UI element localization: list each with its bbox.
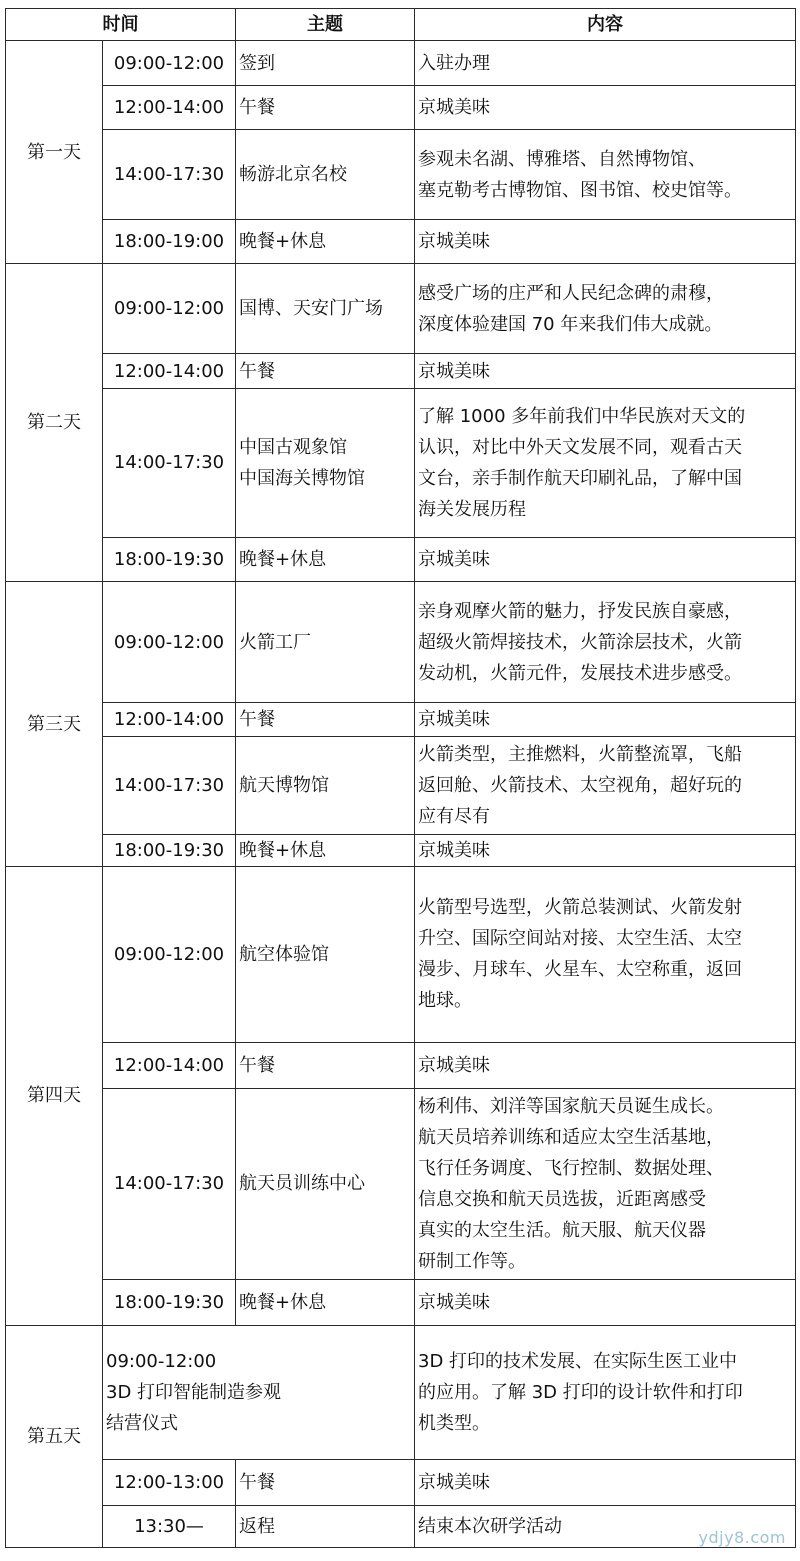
text-line: 京城美味 [418, 709, 490, 731]
topic-cell [236, 219, 415, 263]
text-line: 亲身观摩火箭的魅力，抒发民族自豪感， [418, 600, 742, 622]
schedule-row [6, 703, 796, 737]
topic-cell [236, 1460, 415, 1505]
text-line: 午餐 [239, 97, 275, 119]
content-cell [415, 41, 796, 86]
text-line: 认识，对比中外天文发展不同，观看古天 [418, 436, 742, 458]
text-line: 午餐 [239, 1472, 275, 1494]
text-line: 超级火箭焊接技术，火箭涂层技术，火箭 [418, 631, 742, 653]
time-cell: 12:00-14:00 [103, 354, 236, 388]
schedule-row [6, 1505, 796, 1547]
text-line: 京城美味 [418, 97, 490, 119]
text-line: 京城美味 [418, 1054, 490, 1076]
schedule-row [6, 264, 796, 354]
topic-cell [236, 1505, 415, 1547]
topic-cell [236, 538, 415, 582]
content-cell [415, 1460, 796, 1505]
schedule-row [6, 354, 796, 388]
text-line: 航天员训练中心 [239, 1173, 365, 1195]
day-label: 第三天 [6, 582, 103, 866]
topic-cell [236, 264, 415, 354]
text-line: 航天博物馆 [239, 774, 329, 796]
text-line: 航天员培养训练和适应太空生活基地， [418, 1126, 724, 1148]
text-line: 地球。 [418, 990, 472, 1012]
text-line: 发动机，火箭元件，发展技术进步感受。 [418, 662, 742, 684]
schedule-table [5, 8, 796, 1548]
day-label: 第一天 [6, 41, 103, 264]
text-line: 畅游北京名校 [239, 164, 347, 186]
text-line: 晚餐+休息 [239, 839, 327, 861]
topic-cell [236, 41, 415, 86]
schedule-body [6, 41, 796, 1548]
header-row [6, 9, 796, 41]
time-cell: 09:00-12:00 [103, 264, 236, 354]
topic-cell [236, 86, 415, 130]
time-cell: 18:00-19:00 [103, 219, 236, 263]
content-cell [415, 703, 796, 737]
text-line: 晚餐+休息 [239, 1291, 327, 1313]
content-cell [415, 219, 796, 263]
day-label: 第四天 [6, 866, 103, 1325]
content-cell [415, 130, 796, 219]
text-line: 的应用。了解 3D 打印的设计软件和打印 [418, 1382, 743, 1404]
schedule-row [6, 737, 796, 834]
content-cell [415, 86, 796, 130]
header-content: 内容 [415, 9, 796, 41]
schedule-row [6, 388, 796, 538]
text-line: 研制工作等。 [418, 1250, 526, 1272]
text-line: 参观未名湖、博雅塔、自然博物馆、 [418, 148, 706, 170]
topic-cell [236, 703, 415, 737]
schedule-row [6, 834, 796, 866]
text-line: 感受广场的庄严和人民纪念碑的肃穆， [418, 282, 724, 304]
schedule-row [6, 1460, 796, 1505]
text-line: 午餐 [239, 360, 275, 382]
topic-cell [236, 354, 415, 388]
topic-cell [236, 582, 415, 703]
content-cell [415, 264, 796, 354]
time-cell: 12:00-14:00 [103, 86, 236, 130]
text-line: 京城美味 [418, 360, 490, 382]
time-cell: 14:00-17:30 [103, 388, 236, 538]
text-line: 航空体验馆 [239, 943, 329, 965]
topic-cell [236, 737, 415, 834]
text-line: 3D 打印的技术发展、在实际生医工业中 [418, 1351, 738, 1373]
time-cell: 09:00-12:00 [103, 582, 236, 703]
header-topic: 主题 [236, 9, 415, 41]
content-cell [415, 1042, 796, 1088]
text-line: 晚餐+休息 [239, 230, 327, 252]
content-cell [415, 834, 796, 866]
text-line: 信息交换和航天员选拔，近距离感受 [418, 1188, 706, 1210]
text-line: 入驻办理 [418, 52, 490, 74]
text-line: 国博、天安门广场 [239, 298, 383, 320]
text-line: 杨利伟、刘洋等国家航天员诞生成长。 [418, 1095, 724, 1117]
schedule-row [6, 1325, 796, 1460]
topic-cell [236, 388, 415, 538]
schedule-row [6, 1279, 796, 1325]
text-line: 塞克勒考古博物馆、图书馆、校史馆等。 [418, 179, 742, 201]
topic-cell [236, 1088, 415, 1279]
content-cell [415, 1088, 796, 1279]
schedule-row [6, 582, 796, 703]
text-line: 京城美味 [418, 1472, 490, 1494]
content-cell [415, 1279, 796, 1325]
text-line: 签到 [239, 52, 275, 74]
schedule-row [6, 130, 796, 219]
text-line: 京城美味 [418, 1291, 490, 1313]
schedule-row [6, 1042, 796, 1088]
watermark: ydjy8.com [698, 1528, 786, 1547]
text-line: 火箭型号选型，火箭总装测试、火箭发射 [418, 897, 742, 919]
text-line: 真实的太空生活。航天服、航天仪器 [418, 1219, 706, 1241]
topic-cell [236, 1042, 415, 1088]
text-line: 午餐 [239, 709, 275, 731]
text-line: 午餐 [239, 1054, 275, 1076]
time-cell: 12:00-14:00 [103, 703, 236, 737]
text-line: 海关发展历程 [418, 498, 526, 520]
text-line: 3D 打印智能制造参观 [106, 1382, 282, 1404]
text-line: 京城美味 [418, 230, 490, 252]
text-line: 京城美味 [418, 839, 490, 861]
header-time: 时间 [6, 9, 236, 41]
topic-cell [236, 130, 415, 219]
text-line: 返回舱、火箭技术、太空视角，超好玩的 [418, 774, 742, 796]
text-line: 了解 1000 多年前我们中华民族对天文的 [418, 405, 746, 427]
content-cell [415, 354, 796, 388]
topic-cell [236, 834, 415, 866]
schedule-row [6, 41, 796, 86]
time-cell: 14:00-17:30 [103, 1088, 236, 1279]
text-line: 深度体验建国 70 年来我们伟大成就。 [418, 313, 723, 335]
text-line: 飞行任务调度、飞行控制、数据处理、 [418, 1157, 724, 1179]
text-line: 应有尽有 [418, 805, 490, 827]
day-label: 第二天 [6, 264, 103, 582]
time-cell: 13:30— [103, 1505, 236, 1547]
topic-cell [236, 866, 415, 1042]
text-line: 结束本次研学活动 [418, 1515, 562, 1537]
text-line: 机类型。 [418, 1413, 490, 1435]
merged-time-topic-cell [103, 1325, 415, 1460]
schedule-row [6, 86, 796, 130]
text-line: 返程 [239, 1515, 275, 1537]
content-cell [415, 388, 796, 538]
text-line: 京城美味 [418, 549, 490, 571]
text-line: 升空、国际空间站对接、太空生活、太空 [418, 928, 742, 950]
text-line: 中国海关博物馆 [239, 467, 365, 489]
content-cell [415, 737, 796, 834]
text-line: 火箭工厂 [239, 631, 311, 653]
time-cell: 18:00-19:30 [103, 834, 236, 866]
text-line: 漫步、月球车、火星车、太空称重，返回 [418, 959, 742, 981]
schedule-row [6, 538, 796, 582]
time-cell: 09:00-12:00 [103, 41, 236, 86]
content-cell [415, 866, 796, 1042]
content-cell [415, 582, 796, 703]
text-line: 火箭类型，主推燃料，火箭整流罩，飞船 [418, 743, 742, 765]
day-label: 第五天 [6, 1325, 103, 1547]
time-cell: 12:00-13:00 [103, 1460, 236, 1505]
schedule-row [6, 866, 796, 1042]
time-cell: 14:00-17:30 [103, 737, 236, 834]
text-line: 结营仪式 [106, 1413, 178, 1435]
topic-cell [236, 1279, 415, 1325]
time-cell: 14:00-17:30 [103, 130, 236, 219]
time-cell: 09:00-12:00 [103, 866, 236, 1042]
schedule-row [6, 219, 796, 263]
text-line: 09:00-12:00 [106, 1351, 217, 1373]
content-cell [415, 538, 796, 582]
schedule-row [6, 1088, 796, 1279]
text-line: 文台，亲手制作航天印刷礼品，了解中国 [418, 467, 742, 489]
content-cell [415, 1325, 796, 1460]
time-cell: 18:00-19:30 [103, 1279, 236, 1325]
text-line: 中国古观象馆 [239, 436, 347, 458]
text-line: 晚餐+休息 [239, 549, 327, 571]
time-cell: 18:00-19:30 [103, 538, 236, 582]
time-cell: 12:00-14:00 [103, 1042, 236, 1088]
